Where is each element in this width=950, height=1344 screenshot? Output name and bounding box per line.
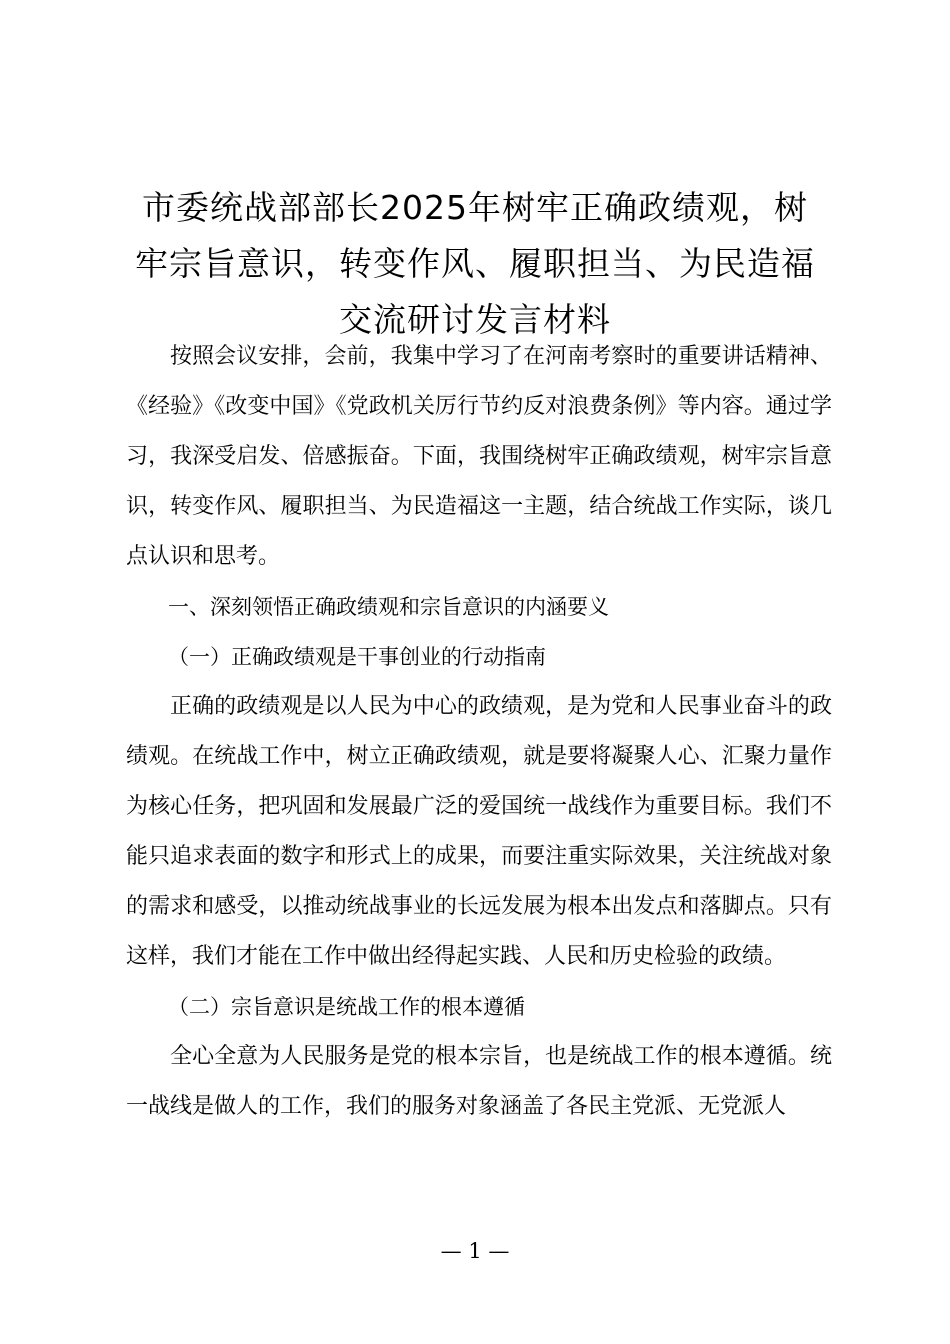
document-body: [126, 332, 832, 1132]
section-heading-1: 一、深刻领悟正确政绩观和宗旨意识的内涵要义: [168, 595, 609, 619]
intro-paragraph: 按照会议安排，会前，我集中学习了在河南考察时的重要讲话精神、《经验》《改变中国》《党政机关厉行节约反对浪费条例》等内容。通过学习，我深受启发、倍感振奋。下面，我围绕树牢正确政绩观，树牢宗旨意识，转变作风、履职担当、为民造福这一主题，结合统战工作实际，谈几点认识和思考。: [126, 344, 832, 569]
body-paragraph-1: 正确的政绩观是以人民为中心的政绩观，是为党和人民事业奋斗的政绩观。在统战工作中，树立正确政绩观，就是要将凝聚人心、汇聚力量作为核心任务，把巩固和发展最广泛的爱国统一战线作为重要目标。我们不能只追求表面的数字和形式上的成果，而要注重实际效果，关注统战对象的需求和感受，以推动统战事业的长远发展为根本出发点和落脚点。只有这样，我们才能在工作中做出经得起实践、人民和历史检验的政绩。: [126, 694, 832, 969]
body-paragraph-2: 全心全意为人民服务是党的根本宗旨，也是统战工作的根本遵循。统一战线是做人的工作，我们的服务对象涵盖了各民主党派、无党派人: [126, 1044, 832, 1119]
title-line-1: 市委统战部部长2025年树牢正确政绩观，树: [142, 188, 808, 227]
title-line-3: 交流研讨发言材料: [339, 300, 611, 339]
document-title: [110, 180, 840, 348]
subsection-heading-1: （一）正确政绩观是干事创业的行动指南: [168, 645, 546, 669]
page-number: — 1 —: [440, 1239, 510, 1263]
subsection-heading-2: （二）宗旨意识是统战工作的根本遵循: [168, 995, 525, 1019]
title-line-2: 牢宗旨意识，转变作风、履职担当、为民造福: [135, 244, 815, 283]
